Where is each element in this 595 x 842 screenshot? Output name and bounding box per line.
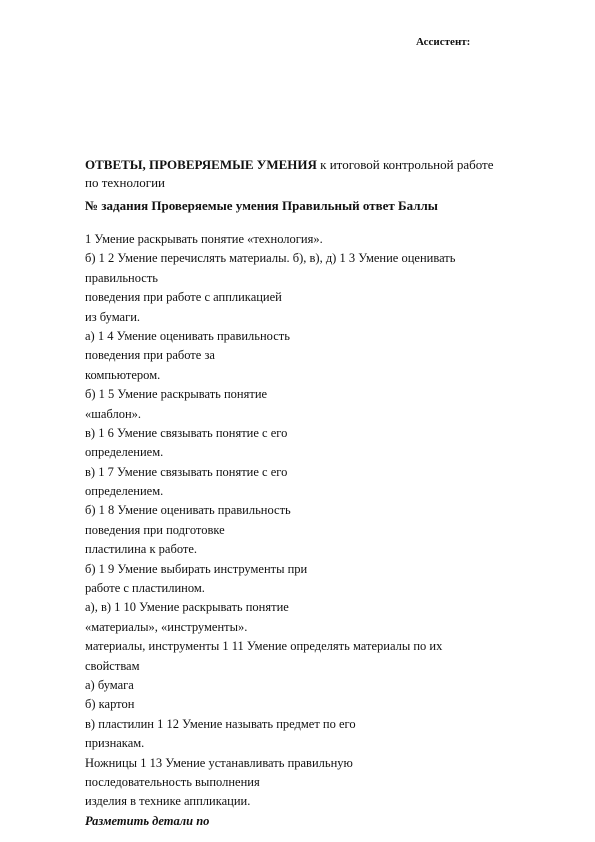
text-line: признакам. [85, 736, 145, 751]
text-line: а) 1 4 Умение оценивать правильность [85, 328, 290, 343]
text-line: в) пластилин 1 12 Умение называть предмет по его [85, 716, 356, 731]
heading-line2: по технологии [85, 175, 166, 190]
text-line: Ножницы 1 13 Умение устанавливать правильную [85, 755, 353, 770]
answers-heading [85, 156, 545, 192]
text-line: свойствам [85, 658, 140, 673]
text-line: пластилина к работе. [85, 542, 198, 557]
text-line: поведения при работе с аппликацией [85, 290, 282, 305]
text-line: поведения при подготовке [85, 522, 225, 537]
heading-normal-part: к итоговой контрольной работе [316, 157, 494, 172]
answers-body [85, 230, 525, 831]
text-line: «материалы», «инструменты». [85, 619, 248, 634]
text-line: материалы, инструменты 1 11 Умение определять материалы по их [85, 639, 443, 654]
text-line: поведения при работе за [85, 348, 215, 363]
text-line: в) 1 7 Умение связывать понятие с его [85, 464, 288, 479]
text-line: б) 1 5 Умение раскрывать понятие [85, 387, 268, 402]
text-line: а), в) 1 10 Умение раскрывать понятие [85, 600, 289, 615]
text-line: «шаблон». [85, 406, 142, 421]
heading-bold-part: ОТВЕТЫ, ПРОВЕРЯЕМЫЕ УМЕНИЯ [85, 157, 317, 172]
last-italic-line: Разметить детали по [85, 813, 210, 828]
text-line: определением. [85, 445, 164, 460]
text-line: б) 1 2 Умение перечислять материалы. б), в), д) 1 3 Умение оценивать [85, 251, 456, 266]
text-line: а) бумага [85, 677, 134, 692]
text-line: б) 1 8 Умение оценивать правильность [85, 503, 291, 518]
text-line: в) 1 6 Умение связывать понятие с его [85, 425, 288, 440]
text-line: работе с пластилином. [85, 581, 205, 596]
assistant-label: Ассистент: [416, 36, 471, 48]
text-line: последовательность выполнения [85, 774, 260, 789]
text-line: изделия в технике аппликации. [85, 794, 251, 809]
text-line: 1 Умение раскрывать понятие «технология». [85, 232, 323, 246]
text-line: правильность [85, 270, 158, 285]
text-line: компьютером. [85, 367, 161, 382]
table-header: № задания Проверяемые умения Правильный ответ Баллы [85, 198, 438, 213]
text-line: б) 1 9 Умение выбирать инструменты при [85, 561, 308, 576]
text-line: б) картон [85, 697, 135, 712]
text-line: определением. [85, 484, 164, 499]
text-line: из бумаги. [85, 309, 141, 324]
